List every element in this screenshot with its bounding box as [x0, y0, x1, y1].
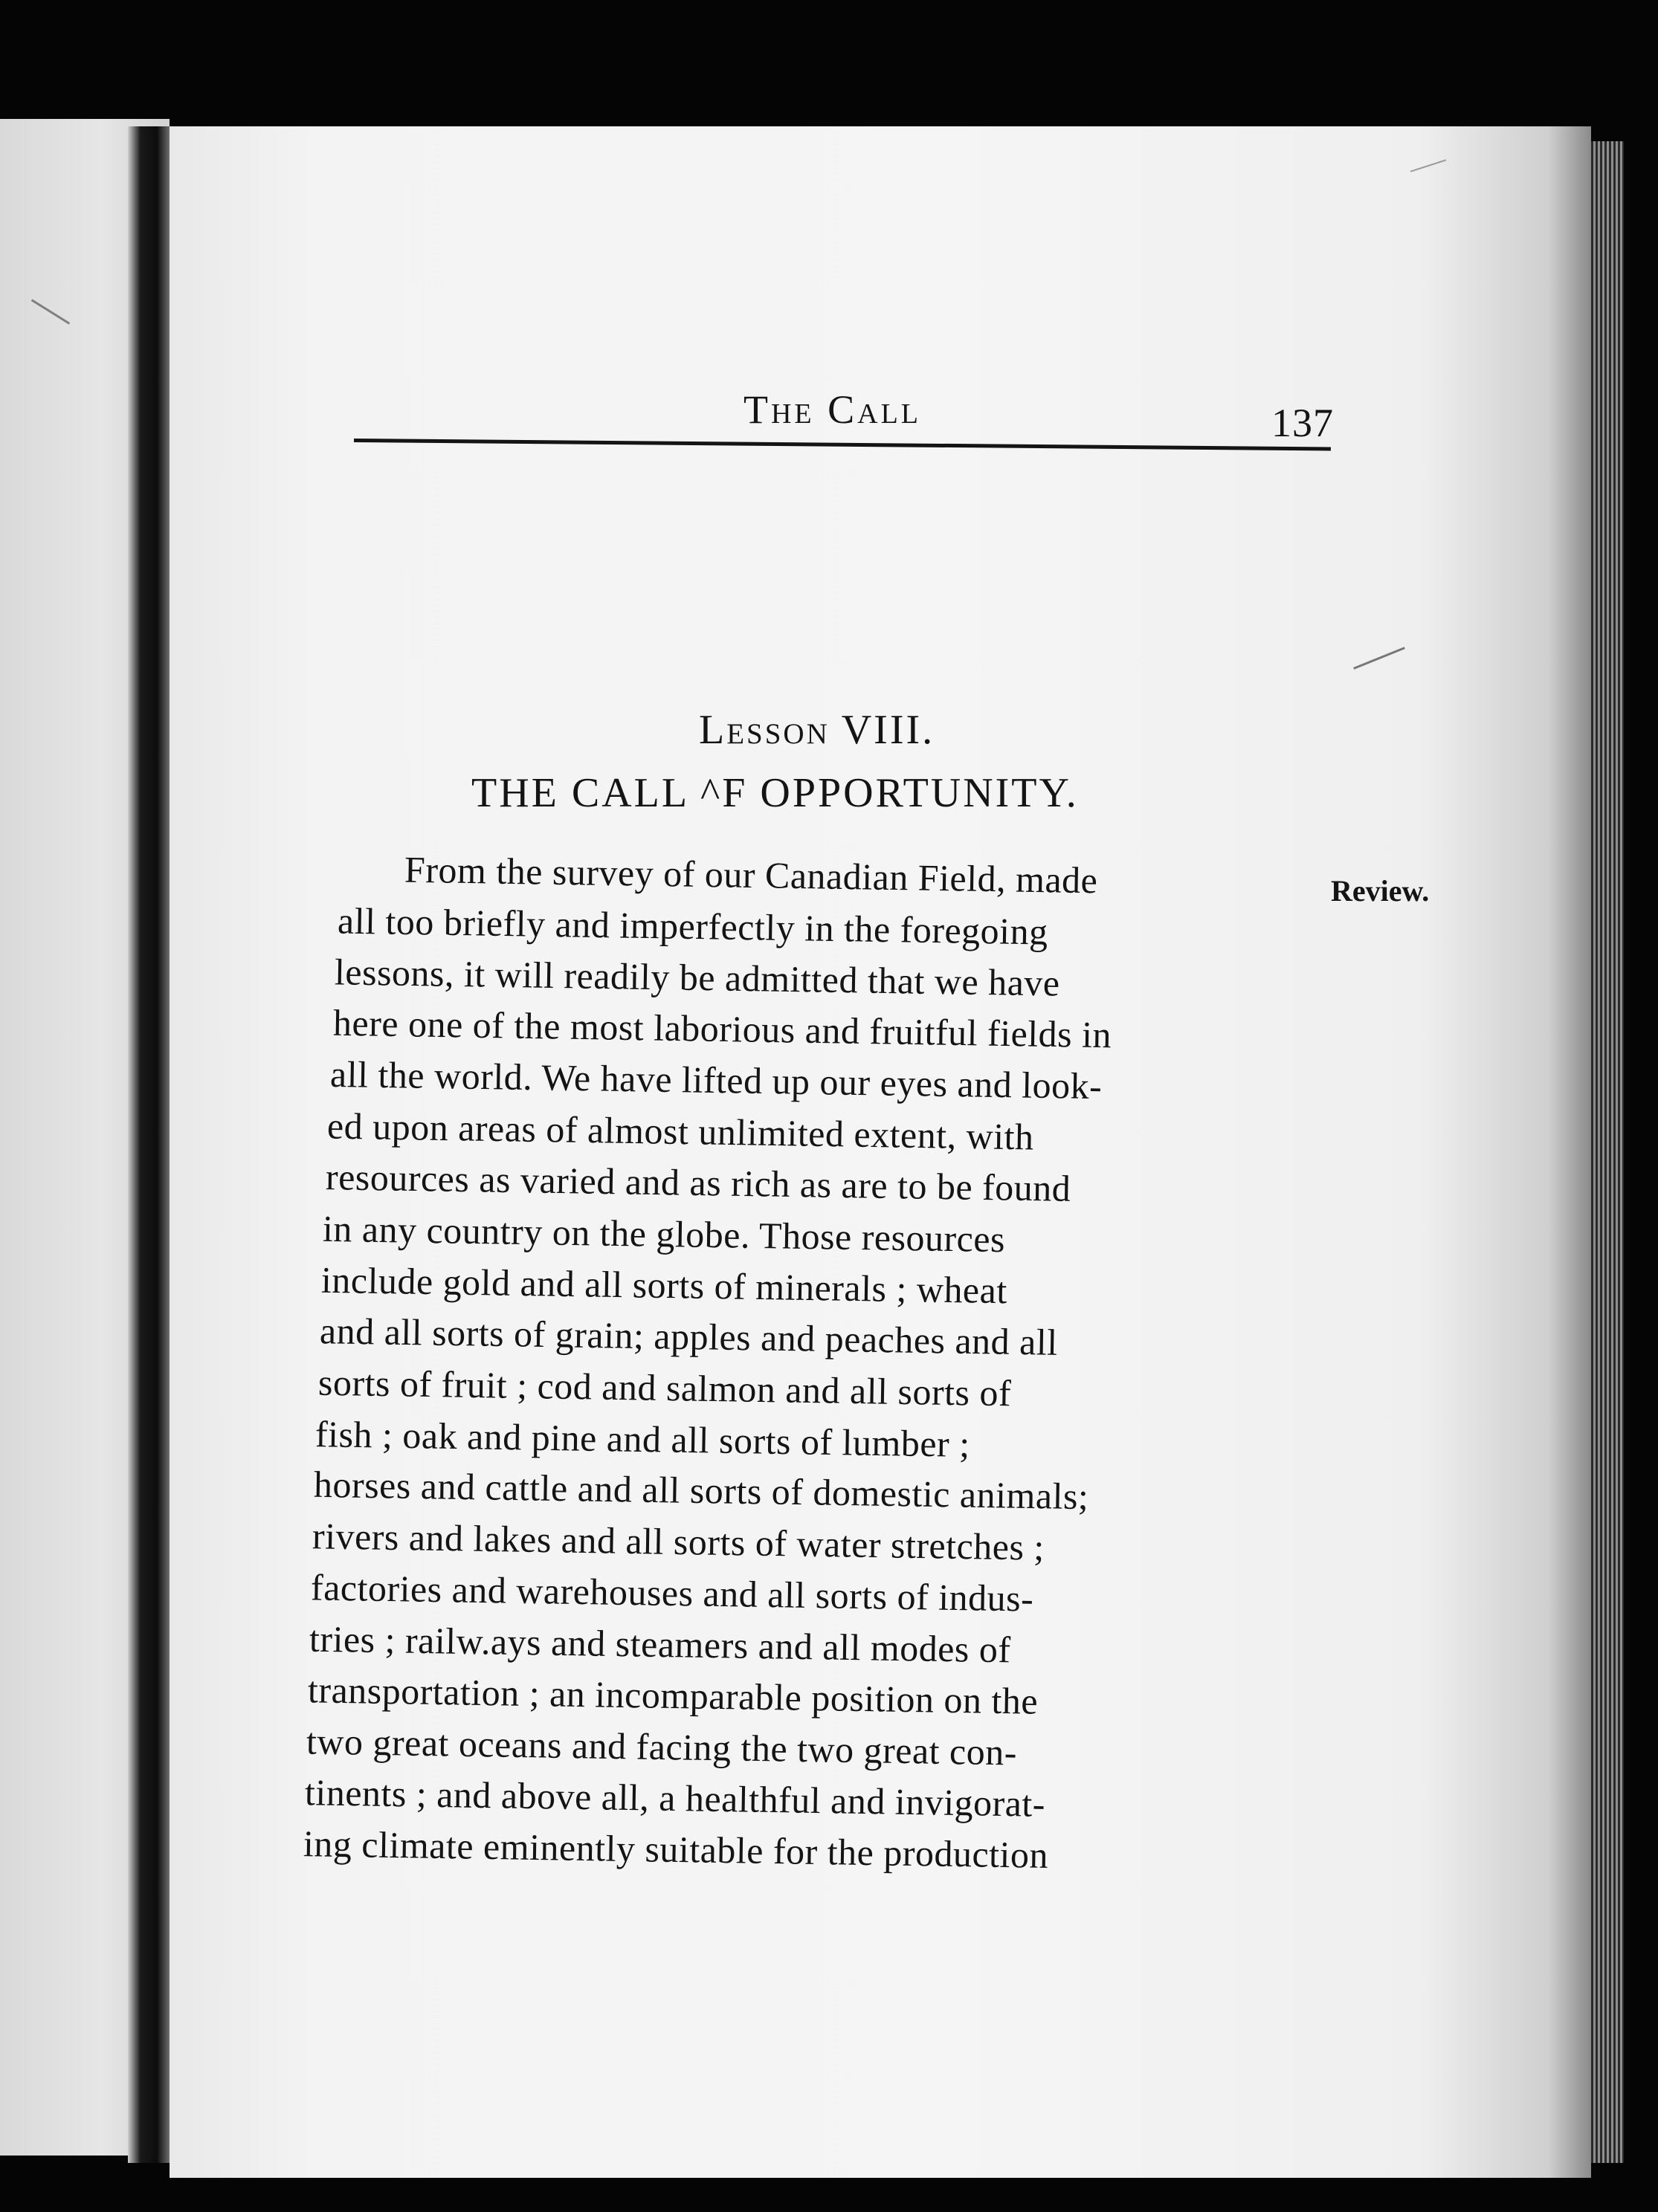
body-line: in any country on the globe. Those resources: [322, 1207, 1006, 1261]
book-gutter: [128, 126, 170, 2163]
body-line: ed upon areas of almost unlimited extent, with: [326, 1105, 1034, 1158]
body-line: transportation ; an incomparable position on the: [307, 1669, 1039, 1722]
stray-mark: [31, 299, 70, 324]
body-line: here one of the most laborious and fruitful fields in: [332, 1001, 1112, 1056]
page-number: 137: [1271, 401, 1334, 445]
body-line: From the survey of our Canadian Field, made: [404, 848, 1098, 902]
body-line: horses and cattle and all sorts of domestic animals;: [313, 1463, 1089, 1518]
lesson-label: Lesson VIII.: [699, 707, 935, 753]
body-line: tinents ; and above all, a healthful and invigorat-: [304, 1771, 1046, 1825]
body-line: all too briefly and imperfectly in the foregoing: [337, 899, 1049, 953]
body-line: and all sorts of grain; apples and peaches and all: [319, 1310, 1059, 1363]
margin-note: Review.: [1331, 874, 1430, 908]
body-line: sorts of fruit ; cod and salmon and all sorts of: [317, 1361, 1012, 1414]
body-line: include gold and all sorts of minerals ; wheat: [320, 1258, 1008, 1312]
running-head: The Call: [743, 387, 922, 432]
body-line: tries ; railw.ays and steamers and all modes of: [309, 1617, 1011, 1671]
body-line: all the world. We have lifted up our eyes and look-: [329, 1052, 1103, 1107]
body-line: rivers and lakes and all sorts of water stretches ;: [312, 1515, 1045, 1568]
body-line: resources as varied and as rich as are to be found: [325, 1156, 1071, 1209]
body-line: factories and warehouses and all sorts of indus-: [310, 1566, 1034, 1620]
body-line: fish ; oak and pine and all sorts of lumber ;: [314, 1413, 971, 1465]
body-line: lessons, it will readily be admitted that we have: [334, 951, 1061, 1004]
page-edges: [1591, 141, 1624, 2163]
body-line: ing climate eminently suitable for the production: [303, 1823, 1049, 1876]
body-line: two great oceans and facing the two great con-: [306, 1720, 1018, 1773]
lesson-title: THE CALL ^F OPPORTUNITY.: [471, 770, 1079, 816]
